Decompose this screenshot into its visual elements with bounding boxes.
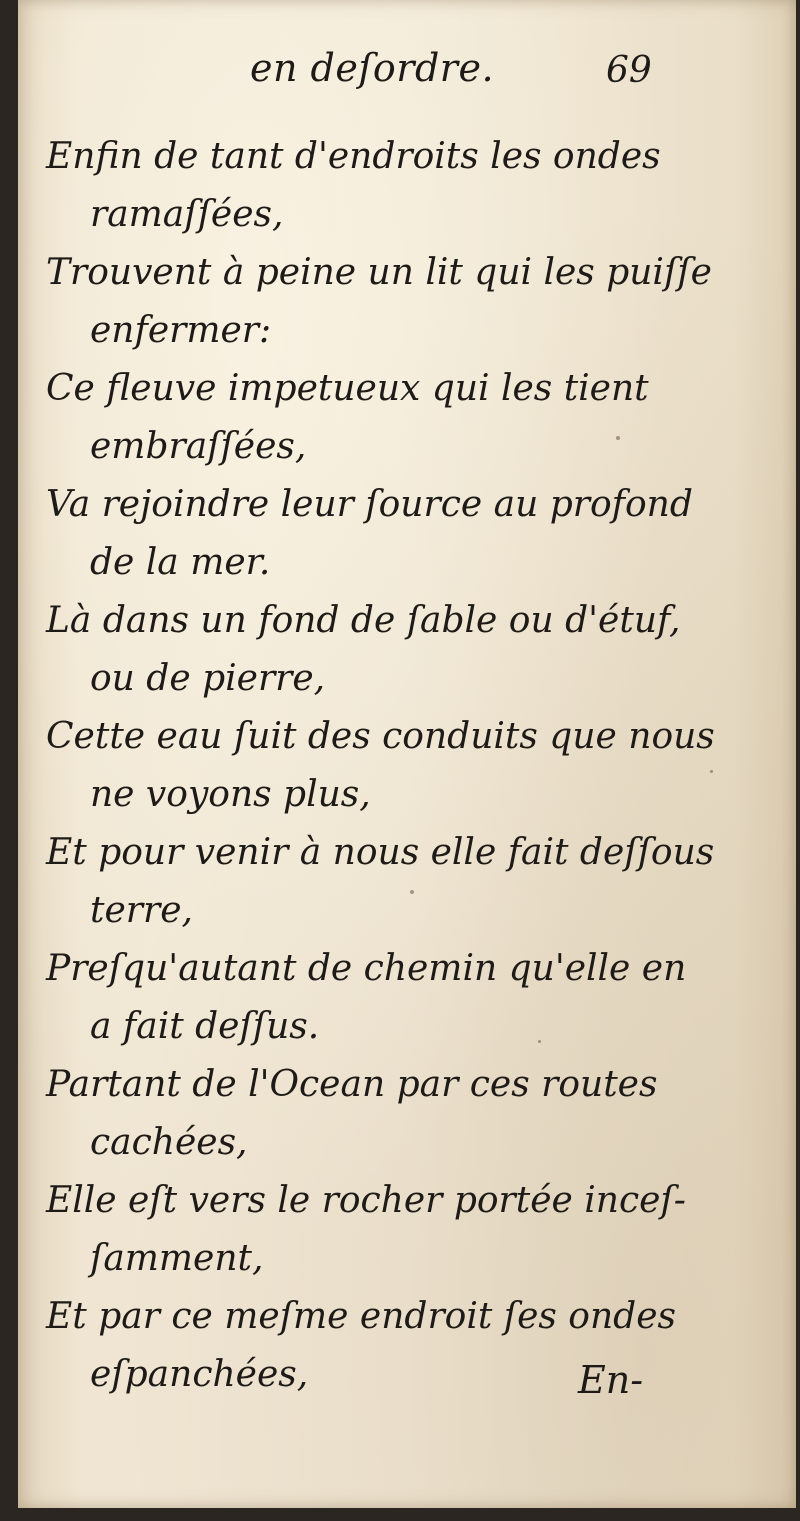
paper-speck [410, 890, 414, 894]
verse-line-continuation: terre, [90, 890, 193, 931]
paper-speck [538, 1040, 541, 1043]
verse-line-continuation: a fait deſſus. [90, 1006, 320, 1047]
stanza-1 [46, 128, 712, 592]
verse-line: Ce fleuve impetueux qui les tient [46, 368, 649, 409]
verse-line-continuation: eſpanchées, [90, 1354, 309, 1395]
verse-line-continuation: ramaſſées, [90, 194, 284, 235]
verse-line: Preſqu'autant de chemin qu'elle en [46, 948, 687, 989]
page-number: 69 [606, 50, 652, 91]
verse-line-continuation: embraſſées, [90, 426, 307, 467]
verse-line-continuation: enfermer: [90, 310, 272, 351]
verse-line: Là dans un fond de ſable ou d'étuf, [46, 600, 681, 641]
catchword: En- [578, 1358, 644, 1402]
book-page [18, 0, 796, 1508]
verse-line: Et par ce meſme endroit ſes ondes [46, 1296, 676, 1337]
verse-line: Cette eau ſuit des conduits que nous [46, 716, 715, 757]
running-title: en deſordre. [250, 46, 495, 90]
verse-line: Elle eſt vers le rocher portée inceſ- [46, 1180, 686, 1221]
verse-line: Partant de l'Ocean par ces routes [46, 1064, 658, 1105]
verse-line: Va rejoindre leur ſource au profond [46, 484, 693, 525]
verse-line-continuation: ſamment, [90, 1238, 264, 1279]
verse-line-continuation: ou de pierre, [90, 658, 326, 699]
verse-line: Et pour venir à nous elle fait deſſous [46, 832, 715, 873]
verse-line-continuation: ne voyons plus, [90, 774, 371, 815]
paper-speck [710, 770, 713, 773]
paper-speck [616, 436, 620, 440]
verse-line-continuation: cachées, [90, 1122, 248, 1163]
stanza-2 [46, 592, 715, 1056]
verse-line: Enfin de tant d'endroits les ondes [46, 136, 661, 177]
stanza-3 [46, 1056, 686, 1404]
verse-line: Trouvent à peine un lit qui les puiſſe [46, 252, 712, 293]
verse-line-continuation: de la mer. [90, 542, 271, 583]
